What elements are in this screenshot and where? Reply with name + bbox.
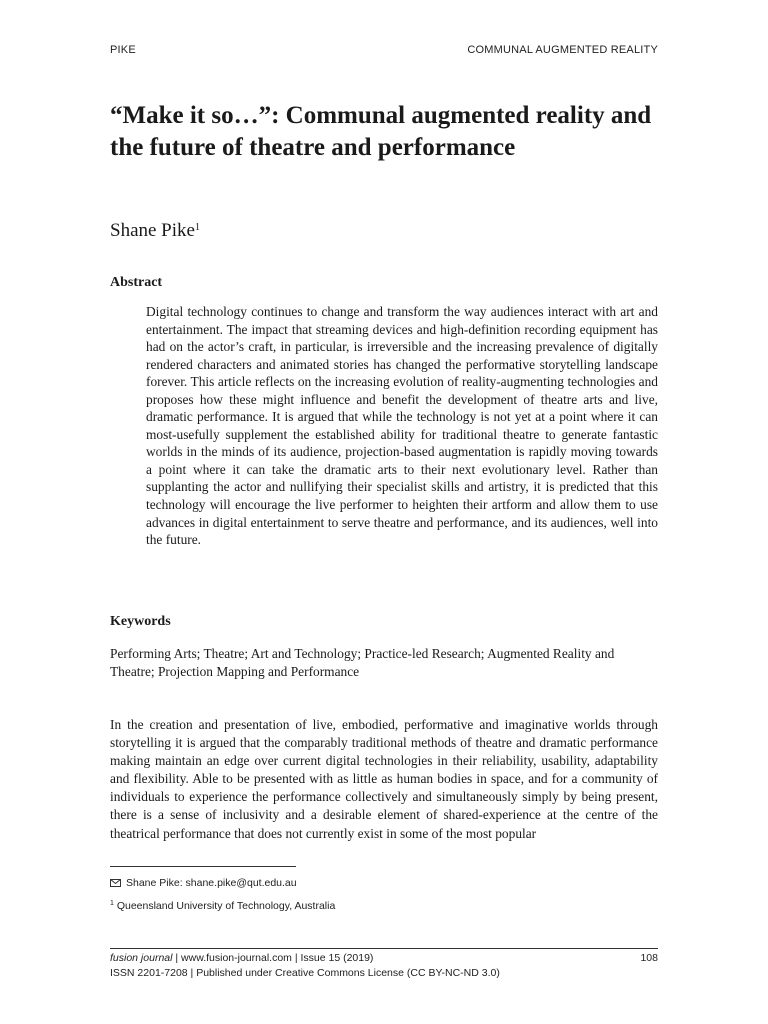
footer-separator: [110, 948, 658, 949]
body-paragraph: In the creation and presentation of live, embodied, performative and imaginative worlds through storytelling it is argued that the comparably traditional methods of theatre and dramatic performance making maintain an edge over current digital technologies in their reliability, usability, adaptability and flexibility. Able to be presented with as little as human bodies in space, and for a community of individuals to experience the performance collectively and simultaneously simply by being present, there is a sense of inclusivity and a desirable element of shared-experience at the centre of the theatrical performance that does not currently exist in some of the most popular: [110, 717, 658, 841]
running-header-short-title: COMMUNAL AUGMENTED REALITY: [467, 44, 658, 56]
footer-license-text: ISSN 2201-7208 | Published under Creative Commons License (CC BY-NC-ND 3.0): [110, 967, 500, 979]
footer-license-line: [110, 967, 658, 979]
footer-journal-name: fusion journal: [110, 952, 173, 964]
running-header-author: PIKE: [110, 44, 136, 56]
footnote-affiliation: [110, 900, 335, 912]
abstract-text: Digital technology continues to change and transform the way audiences interact with art and entertainment. The impact that streaming devices and high-definition recording equipment has had on the actor’s craft, in particular, is irreversible and the increasing prevalence of digitally rendered characters and animated stories has changed the performative storytelling landscape forever. This article reflects on the increasing evolution of reality-augmenting technologies and proposes how these might influence and benefit the development of theatre arts and live, dramatic performance. It is argued that while the technology is not yet at a point where it can most-usefully supplement the established ability for traditional theatre to generate fantastic worlds in the minds of its audience, projection-based augmentation is rapidly moving towards a point where it can take the dramatic arts to their next evolutionary level. Rather than supplanting the actor and nullifying their specialist skills and artistry, it is predicted that this technology will encourage the live performer to heighten their artform and allow them to use advances in digital entertainment to serve theatre and performance, and its audiences, well into the future.: [146, 304, 658, 548]
author-line: [110, 220, 200, 242]
running-header: [110, 44, 658, 56]
footer-journal-info: | www.fusion-journal.com | Issue 15 (2019): [172, 952, 374, 964]
article-title: “Make it so…”: Communal augmented reality and the future of theatre and performance: [110, 102, 652, 161]
page-number: 108: [640, 952, 658, 964]
affiliation-footnote-mark: 1: [110, 900, 114, 907]
envelope-icon: [110, 879, 121, 887]
keywords-text: Performing Arts; Theatre; Art and Technology; Practice-led Research; Augmented Reality and Theatre; Projection Mapping and Performance: [110, 646, 615, 679]
author-name: Shane Pike: [110, 220, 195, 241]
footnote-separator: [110, 866, 296, 867]
footnote-email-text: Shane Pike: shane.pike@qut.edu.au: [126, 877, 297, 889]
footnote-email: [110, 877, 297, 889]
keywords-heading: Keywords: [110, 614, 171, 629]
affiliation-text: Queensland University of Technology, Australia: [116, 900, 336, 912]
footer-journal-line: [110, 952, 658, 964]
abstract-heading: Abstract: [110, 275, 163, 290]
author-footnote-mark: 1: [194, 222, 200, 233]
